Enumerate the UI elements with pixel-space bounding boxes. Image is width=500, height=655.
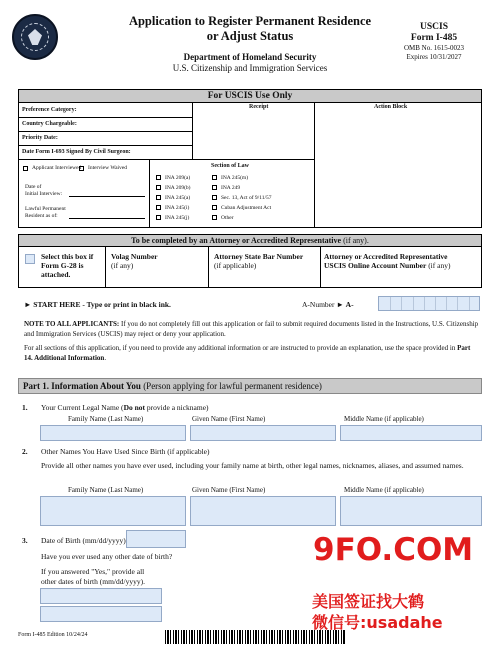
q2-given-label: Given Name (First Name) — [192, 486, 266, 494]
interview-waived-option: Interview Waived — [79, 165, 129, 172]
state-bar-number-label: Attorney State Bar Number (if applicable) — [214, 252, 304, 270]
q1-middle-name-field[interactable] — [340, 425, 482, 441]
dhs-seal — [12, 14, 58, 60]
uscis-use-only-box — [18, 89, 482, 228]
other-dob-field-2[interactable] — [40, 606, 162, 622]
g28-label: Select this box if Form G-28 is attached. — [41, 252, 94, 279]
a-number-input[interactable] — [378, 296, 480, 311]
section-of-law-option: INA 245(j) — [156, 213, 191, 223]
q2-family-name-field[interactable] — [40, 496, 186, 526]
q2-subtext: Provide all other names you have ever used, including your family name at birth, other legal names, nicknames, aliases, and assumed names. — [41, 461, 464, 470]
q1-text: Your Current Legal Name (Do not provide a nickname) — [41, 403, 209, 412]
q3-other-dob-question: Have you ever used any other date of birth? — [41, 552, 173, 561]
q3-text: Date of Birth (mm/dd/yyyy) — [41, 536, 126, 545]
section-of-law-checkbox — [212, 175, 217, 180]
g28-checkbox[interactable] — [25, 254, 35, 264]
q1-middle-label: Middle Name (if applicable) — [344, 415, 424, 423]
watermark-line2: 美国签证找大鹤 — [312, 592, 425, 611]
section-of-law-option: Cuban Adjustment Act — [212, 203, 272, 213]
section-of-law-option: INA 249 — [212, 183, 272, 193]
watermark-logo: 9FO.COM — [313, 532, 474, 568]
q3-if-yes-text: If you answered "Yes," provide all other dates of birth (mm/dd/yyyy). — [41, 567, 145, 586]
section-of-law-checkbox — [212, 195, 217, 200]
a-number-label: A-Number ► A- — [302, 300, 354, 309]
section-of-law-checkbox — [156, 175, 161, 180]
section-of-law-option: Sec. 13, Act of 9/11/57 — [212, 193, 272, 203]
receipt-label: Receipt — [249, 104, 269, 110]
agency-name: U.S. Citizenship and Immigration Services — [172, 63, 328, 73]
section-of-law-checkbox — [212, 185, 217, 190]
interview-waived-checkbox — [79, 166, 84, 171]
date-initial-interview-label: Date of Initial Interview: — [25, 184, 63, 197]
part1-heading: Part 1. Information About You (Person applying for lawful permanent residence) — [18, 378, 482, 394]
q1-number: 1. — [22, 403, 28, 412]
action-block-label: Action Block — [374, 104, 408, 110]
lpr-as-of-label: Lawful Permanent Resident as of: — [25, 206, 66, 219]
watermark-line3: 微信号:usadahe — [312, 613, 443, 632]
section-of-law-checkbox — [156, 195, 161, 200]
department-name: Department of Homeland Security — [183, 52, 317, 62]
section-of-law-checkbox — [212, 205, 217, 210]
section-of-law-option: INA 245(m) — [212, 173, 272, 183]
q3-number: 3. — [22, 536, 28, 545]
form-edition-footer: Form I-485 Edition 10/24/24 — [18, 632, 88, 638]
additional-info-note: For all sections of this application, if you need to provide any additional information or are instructed to provide an explanation, use the space provided in Part 14. Additional Information. — [24, 344, 471, 362]
section-of-law-checkbox — [212, 215, 217, 220]
preference-category-label: Preference Category: — [22, 107, 77, 113]
q2-family-label: Family Name (Last Name) — [68, 486, 144, 494]
q1-given-label: Given Name (First Name) — [192, 415, 266, 423]
volag-number-label: Volag Number (if any) — [111, 252, 158, 270]
uscis-box-heading: For USCIS Use Only — [19, 90, 481, 103]
online-account-label: Attorney or Accredited Representative USCIS Online Account Number (if any) — [324, 252, 451, 270]
applicant-interviewed-checkbox — [23, 166, 28, 171]
start-here-instruction: ► START HERE - Type or print in black ink. — [24, 300, 171, 309]
form-id-block: USCIS Form I-485 OMB No. 1615-0023 Expires 10/31/2027 — [403, 22, 465, 61]
section-of-law-col1 — [156, 173, 191, 223]
section-of-law-option: Other — [212, 213, 272, 223]
q2-number: 2. — [22, 447, 28, 456]
priority-date-label: Priority Date: — [22, 135, 58, 141]
section-of-law-option: INA 245(a) — [156, 193, 191, 203]
section-of-law-option: INA 209(a) — [156, 173, 191, 183]
q1-given-name-field[interactable] — [190, 425, 336, 441]
q1-family-label: Family Name (Last Name) — [68, 415, 144, 423]
q2-text: Other Names You Have Used Since Birth (if applicable) — [41, 447, 210, 456]
date-of-birth-field[interactable] — [126, 530, 186, 548]
section-of-law-checkbox — [156, 215, 161, 220]
attorney-heading: To be completed by an Attorney or Accredited Representative (if any). — [19, 235, 481, 247]
date-i693-label: Date Form I-693 Signed By Civil Surgeon: — [22, 149, 131, 155]
form-title: Application to Register Permanent Residence or Adjust Status — [128, 14, 372, 43]
section-of-law-col2 — [212, 173, 272, 223]
section-of-law-option: INA 245(i) — [156, 203, 191, 213]
country-chargeable-label: Country Chargeable: — [22, 121, 77, 127]
section-of-law-checkbox — [156, 185, 161, 190]
section-of-law-option: INA 209(b) — [156, 183, 191, 193]
other-dob-field-1[interactable] — [40, 588, 162, 604]
q2-middle-label: Middle Name (if applicable) — [344, 486, 424, 494]
note-to-applicants: NOTE TO ALL APPLICANTS: If you do not completely fill out this application or fail to submit required documents listed in the Instructions, U.S. Citizenship and Immigration Services (USCIS) may reject or deny your application. — [24, 320, 479, 338]
q2-given-name-field[interactable] — [190, 496, 336, 526]
applicant-interviewed-option: Applicant Interviewed — [23, 165, 83, 172]
section-of-law-checkbox — [156, 205, 161, 210]
q2-middle-name-field[interactable] — [340, 496, 482, 526]
attorney-section — [18, 234, 482, 288]
section-of-law-label: Section of Law — [211, 163, 249, 169]
q1-family-name-field[interactable] — [40, 425, 186, 441]
